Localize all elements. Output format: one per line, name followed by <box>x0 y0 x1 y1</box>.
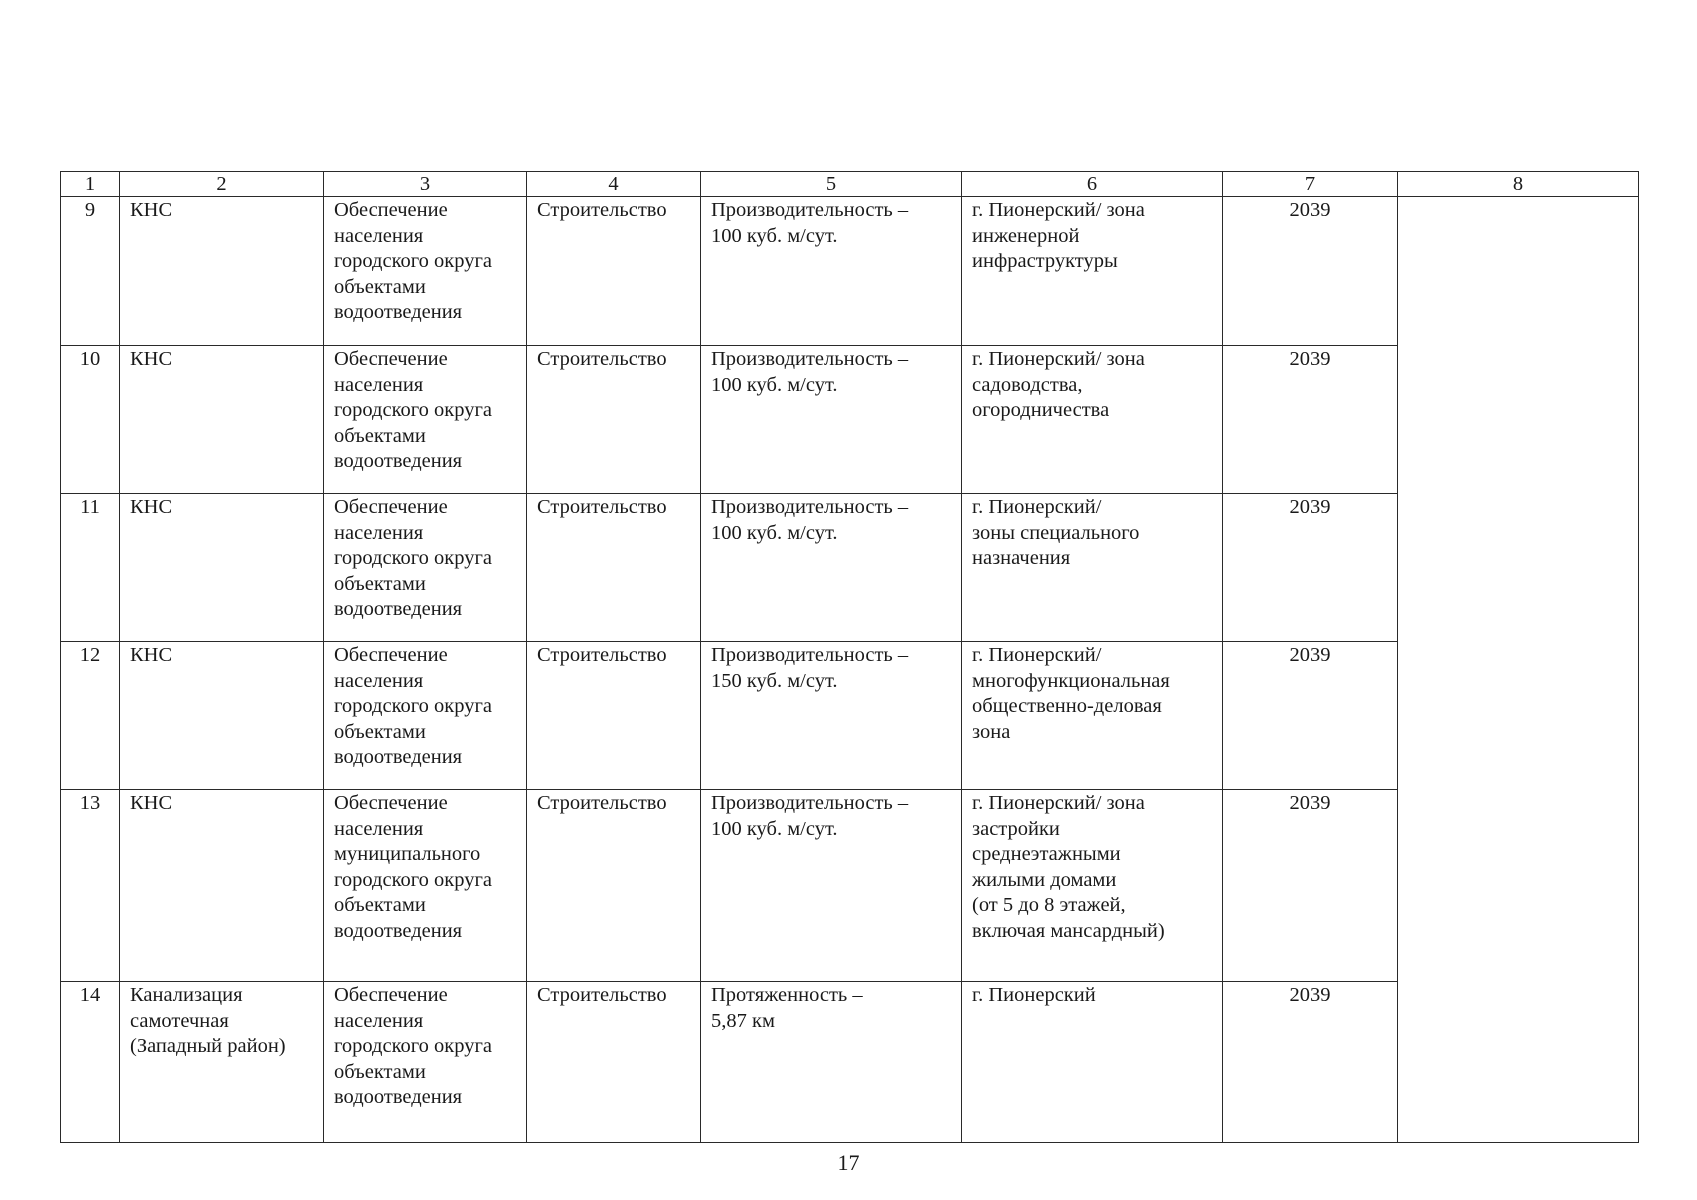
column-header-6: 6 <box>962 172 1223 197</box>
column-header-3: 3 <box>324 172 527 197</box>
row-number-cell: 9 <box>61 197 120 346</box>
column-header-2: 2 <box>120 172 324 197</box>
action-cell: Строительство <box>527 642 701 790</box>
purpose-cell: Обеспечение населения городского округа объектами водоотведения <box>324 346 527 494</box>
action-cell: Строительство <box>527 197 701 346</box>
location-cell: г. Пионерский <box>962 982 1223 1143</box>
row-number-cell: 12 <box>61 642 120 790</box>
specification-cell: Производительность – 100 куб. м/сут. <box>701 790 962 982</box>
row-number-cell: 10 <box>61 346 120 494</box>
location-cell: г. Пионерский/ зона садоводства, огородничества <box>962 346 1223 494</box>
object-name-cell: КНС <box>120 790 324 982</box>
column-8-merged-cell <box>1398 197 1639 1143</box>
page-number: 17 <box>837 1150 860 1175</box>
year-cell: 2039 <box>1223 982 1398 1143</box>
action-cell: Строительство <box>527 790 701 982</box>
specification-cell: Производительность – 100 куб. м/сут. <box>701 346 962 494</box>
specification-cell: Производительность – 100 куб. м/сут. <box>701 494 962 642</box>
purpose-cell: Обеспечение населения городского округа объектами водоотведения <box>324 982 527 1143</box>
location-cell: г. Пионерский/ зона застройки среднеэтажными жилыми домами (от 5 до 8 этажей, включая мансардный) <box>962 790 1223 982</box>
row-number-cell: 13 <box>61 790 120 982</box>
year-cell: 2039 <box>1223 642 1398 790</box>
purpose-cell: Обеспечение населения городского округа объектами водоотведения <box>324 197 527 346</box>
purpose-cell: Обеспечение населения городского округа объектами водоотведения <box>324 494 527 642</box>
object-name-cell: КНС <box>120 197 324 346</box>
year-cell: 2039 <box>1223 346 1398 494</box>
object-name-cell: КНС <box>120 642 324 790</box>
object-name-cell: КНС <box>120 494 324 642</box>
row-number-cell: 14 <box>61 982 120 1143</box>
column-header-8: 8 <box>1398 172 1639 197</box>
action-cell: Строительство <box>527 494 701 642</box>
location-cell: г. Пионерский/ многофункциональная общественно-деловая зона <box>962 642 1223 790</box>
location-cell: г. Пионерский/ зоны специального назначения <box>962 494 1223 642</box>
specification-cell: Протяженность – 5,87 км <box>701 982 962 1143</box>
action-cell: Строительство <box>527 346 701 494</box>
column-header-7: 7 <box>1223 172 1398 197</box>
column-header-5: 5 <box>701 172 962 197</box>
table-row <box>61 197 1639 346</box>
column-number-row <box>61 172 1639 197</box>
row-number-cell: 11 <box>61 494 120 642</box>
objects-table <box>60 171 1639 1143</box>
year-cell: 2039 <box>1223 197 1398 346</box>
object-name-cell: КНС <box>120 346 324 494</box>
column-header-4: 4 <box>527 172 701 197</box>
purpose-cell: Обеспечение населения городского округа объектами водоотведения <box>324 642 527 790</box>
action-cell: Строительство <box>527 982 701 1143</box>
object-name-cell: Канализация самотечная (Западный район) <box>120 982 324 1143</box>
purpose-cell: Обеспечение населения муниципального городского округа объектами водоотведения <box>324 790 527 982</box>
specification-cell: Производительность – 150 куб. м/сут. <box>701 642 962 790</box>
location-cell: г. Пионерский/ зона инженерной инфраструктуры <box>962 197 1223 346</box>
year-cell: 2039 <box>1223 790 1398 982</box>
column-header-1: 1 <box>61 172 120 197</box>
year-cell: 2039 <box>1223 494 1398 642</box>
specification-cell: Производительность – 100 куб. м/сут. <box>701 197 962 346</box>
